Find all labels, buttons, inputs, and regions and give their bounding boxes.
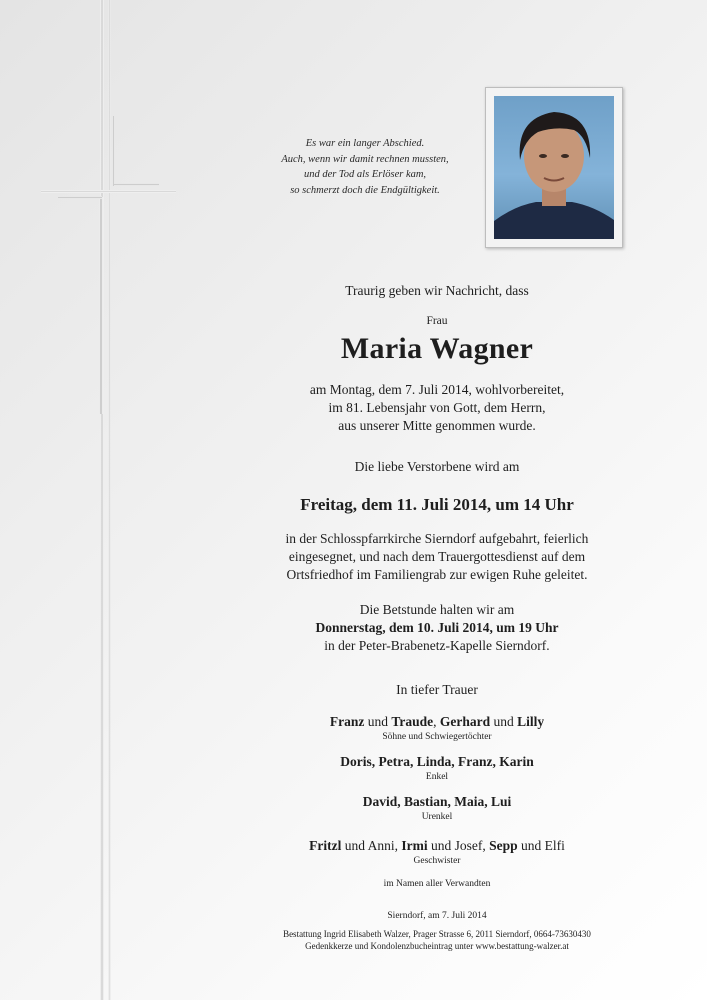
death-line: im 81. Lebensjahr von Gott, dem Herrn, xyxy=(328,400,546,415)
quote-line: und der Tod als Erlöser kam, xyxy=(303,169,427,180)
prayer-date: Donnerstag, dem 10. Juli 2014, um 19 Uhr xyxy=(315,620,559,635)
family-member-name: David, Bastian, Maia, Lui xyxy=(362,794,512,809)
portrait-frame xyxy=(485,87,623,248)
family-text: und Elfi xyxy=(517,838,565,853)
family-entry xyxy=(230,753,644,793)
family-relation: Söhne und Schwiegertöchter xyxy=(382,732,492,742)
family-text: und Josef, xyxy=(427,838,490,853)
prayer-notice xyxy=(230,601,644,655)
portrait-illustration xyxy=(494,96,614,239)
family-names xyxy=(230,713,644,731)
mourning-heading: In tiefer Trauer xyxy=(396,682,478,697)
relatives-note: im Namen aller Verwandten xyxy=(383,879,491,889)
quote-line: Es war ein langer Abschied. xyxy=(305,138,425,149)
funeral-home-info xyxy=(230,928,644,952)
memorial-quote xyxy=(250,136,480,198)
funeral-line: eingesegnet, und nach dem Trauergottesdienst auf dem xyxy=(288,549,586,564)
family-member-name: Gerhard xyxy=(439,714,491,729)
prayer-line: Die Betstunde halten wir am xyxy=(359,602,515,617)
quote-line: so schmerzt doch die Endgültigkeit. xyxy=(290,184,440,196)
intro-text xyxy=(230,282,644,300)
deceased-name: Maria Wagner xyxy=(340,332,534,365)
family-entry xyxy=(230,793,644,837)
family-member-name: Sepp xyxy=(489,838,518,853)
family-text: und xyxy=(490,714,518,729)
family-member-name: Lilly xyxy=(517,714,545,729)
family-relation: Geschwister xyxy=(413,856,461,866)
death-line: am Montag, dem 7. Juli 2014, wohlvorbereitet, xyxy=(309,382,565,397)
family-relation: Enkel xyxy=(425,772,449,782)
family-member-name: Irmi xyxy=(401,838,428,853)
place-date: Sierndorf, am 7. Juli 2014 xyxy=(387,911,487,921)
portrait-photo xyxy=(494,96,614,239)
family-member-name: Franz xyxy=(329,714,365,729)
funeral-intro: Die liebe Verstorbene wird am xyxy=(354,459,520,474)
decorative-line xyxy=(100,0,104,1000)
family-text: und xyxy=(364,714,392,729)
cross-symbol xyxy=(114,183,159,186)
family-member-name: Fritzl xyxy=(309,838,342,853)
funeral-date: Freitag, dem 11. Juli 2014, um 14 Uhr xyxy=(300,495,574,514)
funeral-line: in der Schlosspfarrkirche Sierndorf aufgebahrt, feierlich xyxy=(285,531,589,546)
footer-line: Bestattung Ingrid Elisabeth Walzer, Prager Strasse 6, 2011 Sierndorf, 0664-73630430 xyxy=(283,929,591,939)
salutation: Frau xyxy=(426,315,448,327)
family-names xyxy=(230,753,644,771)
family-text: und Anni, xyxy=(341,838,402,853)
cross-symbol xyxy=(41,190,176,193)
family-member-name: Doris, Petra, Linda, Franz, Karin xyxy=(340,754,534,769)
family-entry xyxy=(230,837,644,877)
family-text: , xyxy=(433,714,440,729)
quote-line: Auch, wenn wir damit rechnen mussten, xyxy=(281,153,449,165)
prayer-line: in der Peter-Brabenetz-Kapelle Sierndorf. xyxy=(324,638,550,653)
family-names xyxy=(230,793,644,811)
cross-symbol xyxy=(58,196,102,199)
intro-line: Traurig geben wir Nachricht, dass xyxy=(345,283,529,298)
cross-symbol xyxy=(112,116,115,186)
death-notice xyxy=(230,381,644,435)
family-relation: Urenkel xyxy=(421,812,453,822)
family-names xyxy=(230,837,644,855)
family-member-name: Traude xyxy=(391,714,434,729)
family-entry xyxy=(230,713,644,753)
death-line: aus unserer Mitte genommen wurde. xyxy=(338,418,536,433)
cross-symbol xyxy=(99,197,103,414)
decorative-line xyxy=(108,0,111,1000)
funeral-line: Ortsfriedhof im Familiengrab zur ewigen Ruhe geleitet. xyxy=(286,567,588,582)
funeral-details xyxy=(230,530,644,584)
family-group xyxy=(230,713,644,877)
footer-line: Gedenkkerze und Kondolenzbucheintrag unter www.bestattung-walzer.at xyxy=(305,941,569,951)
